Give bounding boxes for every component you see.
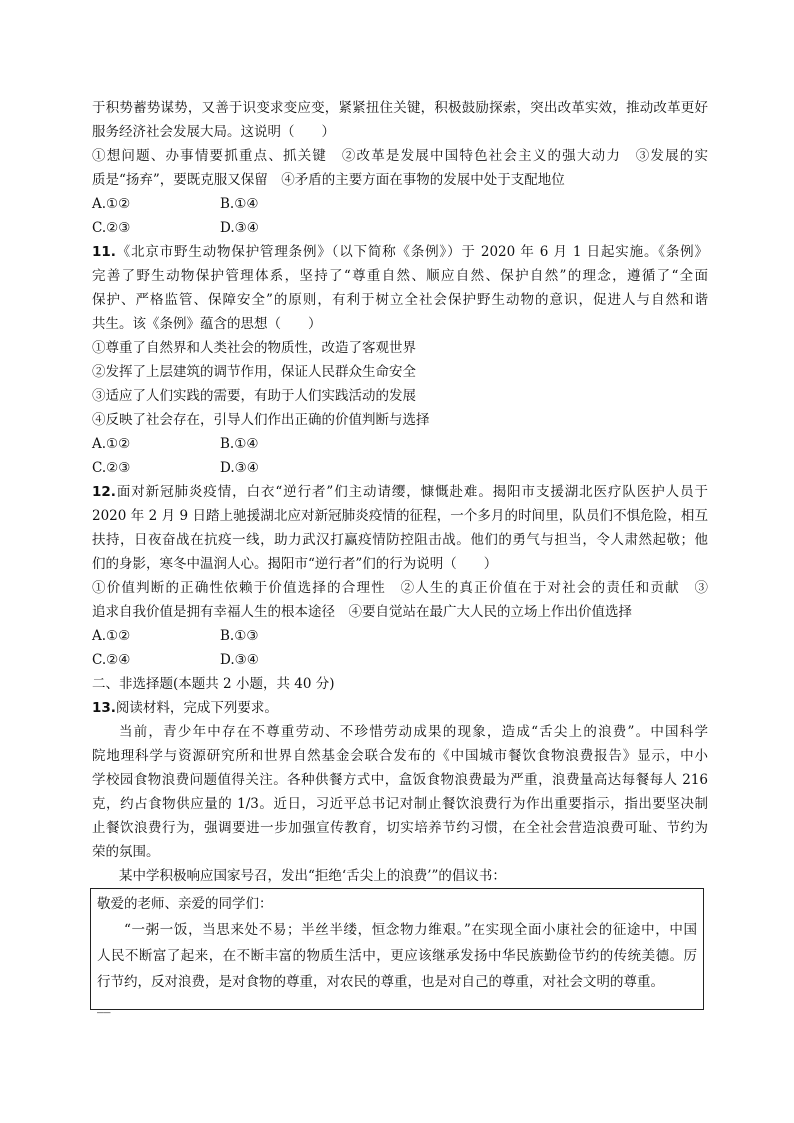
option-a: A.①②: [92, 196, 131, 212]
question-10: [92, 96, 708, 240]
statement-line: ①尊重了自然界和人类社会的物质性，改造了客观世界: [92, 340, 416, 356]
question-11: [92, 240, 708, 480]
question-stem-line: 共生。该《条例》蕴含的思想（ ）: [92, 316, 322, 332]
question-stem-line: 2020 年 2 月 9 日踏上驰援湖北应对新冠肺炎疫情的征程，一个多月的时间里，队员们不惧危险，相互: [92, 508, 708, 524]
statement-line: ③适应了人们实践的需要，有助于人们实践活动的发展: [92, 388, 416, 404]
question-stem-line: [92, 696, 708, 720]
option-b: B.①④: [220, 196, 259, 212]
statement-line: 质是“扬弃”，要既克服又保留 ④矛盾的主要方面在事物的发展中处于支配地位: [92, 172, 565, 188]
option-a: A.①②: [92, 628, 131, 644]
options-row: [92, 456, 708, 480]
question-stem-text: 《北京市野生动物保护管理条例》（以下简称《条例》）于 2020 年 6 月 1 日起实施。《条例》: [115, 244, 708, 260]
option-a: A.①②: [92, 436, 131, 452]
material-line: 克，约占食物供应量的 1/3。近日，习近平总书记对制止餐饮浪费行为作出重要指示，指出要坚决制: [92, 796, 708, 812]
question-12: [92, 480, 708, 672]
material-line: 学校园食物浪费问题值得关注。各种供餐方式中，盒饭食物浪费最为严重，浪费量高达每餐每人 216: [92, 772, 708, 788]
options-row: [92, 624, 708, 648]
option-c: C.②③: [92, 460, 131, 476]
question-stem-line: [92, 240, 708, 264]
material-line: 当前，青少年中存在不尊重劳动、不珍惜劳动成果的现象，造成“舌尖上的浪费”。中国科学: [119, 724, 708, 740]
question-13: [92, 696, 708, 888]
option-b: B.①④: [220, 436, 259, 452]
statement-line: 追求自我价值是拥有幸福人生的根本途径 ④要自觉站在最广大人民的立场上作出价值选择: [92, 604, 632, 620]
option-d: D.③④: [220, 220, 259, 236]
options-row: [92, 648, 708, 672]
question-stem-line: 扶持，日夜奋战在抗疫一线，助力武汉打赢疫情防控阻击战。他们的勇气与担当，令人肃然起敬；他: [92, 532, 708, 548]
question-stem-line: 服务经济社会发展大局。这说明（ ）: [92, 124, 335, 140]
letter-blank: __: [97, 998, 111, 1014]
letter-greeting: 敬爱的老师、亲爱的同学们：: [97, 896, 273, 912]
option-c: C.②③: [92, 220, 131, 236]
section-heading: 二、非选择题(本题共 2 小题，共 40 分): [92, 676, 335, 692]
proposal-letter-box: [90, 888, 704, 1014]
option-d: D.③④: [220, 652, 259, 668]
question-stem-line: 保护、严格监管、保障安全”的原则，有利于树立全社会保护野生动物的意识，促进人与自然和谐: [92, 292, 708, 308]
option-d: D.③④: [220, 460, 259, 476]
statement-line: ①想问题、办事情要抓重点、抓关键 ②改革是发展中国特色社会主义的强大动力 ③发展的实: [92, 148, 708, 164]
options-row: [92, 192, 708, 216]
question-number: 11.: [92, 244, 116, 260]
question-stem-line: [92, 480, 708, 504]
question-instruction: 阅读材料，完成下列要求。: [115, 700, 278, 716]
material-line: 荣的氛围。: [92, 844, 160, 860]
options-row: [92, 216, 708, 240]
question-number: 12.: [92, 484, 116, 500]
question-stem-line: 们的身影，寒冬中温润人心。揭阳市“逆行者”们的行为说明（ ）: [92, 556, 498, 572]
question-number: 13.: [92, 700, 116, 716]
letter-line: 人民不断富了起来，在不断丰富的物质生活中，更应该继承发扬中华民族勤俭节约的传统美德。厉: [97, 948, 697, 964]
statement-line: ②发挥了上层建筑的调节作用，保证人民群众生命安全: [92, 364, 416, 380]
question-stem-line: 完善了野生动物保护管理体系，坚持了“尊重自然、顺应自然、保护自然”的理念，遵循了“全面: [92, 268, 708, 284]
letter-intro: 某中学积极响应国家号召，发出“拒绝‘舌尖上的浪费’”的倡议书：: [119, 868, 506, 884]
question-stem-line: 于积势蓄势谋势，又善于识变求变应变，紧紧扭住关键，积极鼓励探索，突出改革实效，推动改革更好: [92, 100, 708, 116]
material-line: 止餐饮浪费行为，强调要进一步加强宣传教育，切实培养节约习惯，在全社会营造浪费可耻、节约为: [92, 820, 708, 836]
statement-line: ④反映了社会存在，引导人们作出正确的价值判断与选择: [92, 412, 430, 428]
material-line: 院地理科学与资源研究所和世界自然基金会联合发布的《中国城市餐饮食物浪费报告》显示，中小: [92, 748, 708, 764]
statement-line: ①价值判断的正确性依赖于价值选择的合理性 ②人生的真正价值在于对社会的责任和贡献 ③: [92, 580, 708, 596]
options-row: [92, 432, 708, 456]
option-b: B.①③: [220, 628, 259, 644]
question-stem-text: 面对新冠肺炎疫情，白衣“逆行者”们主动请缨，慷慨赴难。揭阳市支援湖北医疗队医护人员于: [115, 484, 708, 500]
letter-line: 行节约，反对浪费，是对食物的尊重，对农民的尊重，也是对自己的尊重，对社会文明的尊重。: [97, 974, 664, 990]
option-c: C.②④: [92, 652, 131, 668]
question-content: [92, 96, 708, 888]
letter-line: “一粥一饭，当思来处不易；半丝半缕，恒念物力维艰。”在实现全面小康社会的征途中，中国: [124, 922, 697, 938]
